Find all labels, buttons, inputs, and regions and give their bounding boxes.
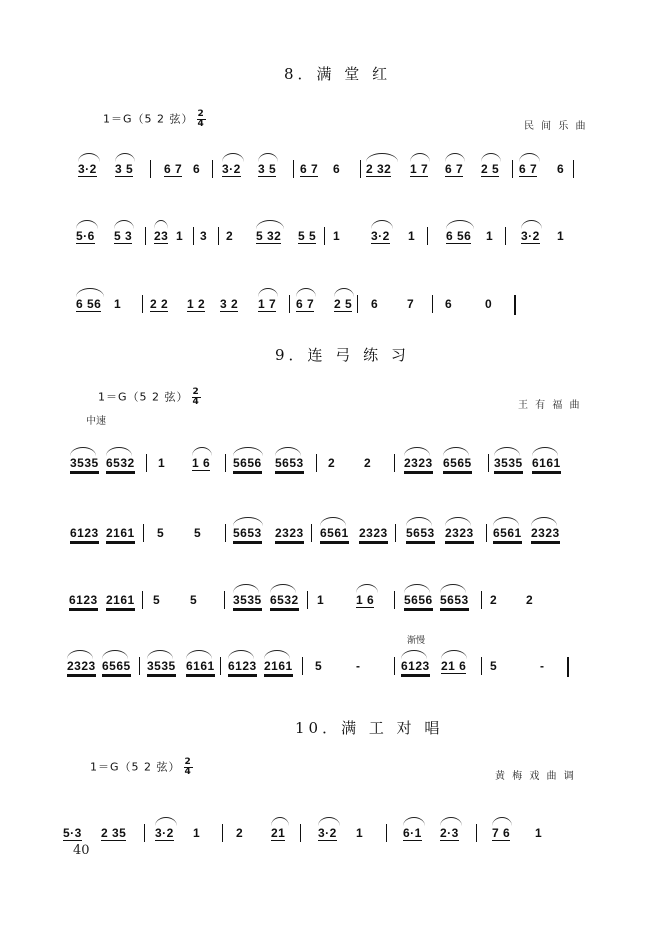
note-group: 6 xyxy=(193,162,201,176)
note-group: 2 5 xyxy=(481,162,500,176)
slur-mark xyxy=(155,817,177,826)
note-group: 1 7 xyxy=(258,297,277,311)
note-group: 1 xyxy=(158,456,166,470)
slur-mark xyxy=(446,220,474,229)
note-group: 5·6 xyxy=(76,229,95,243)
note-group: 6 7 xyxy=(445,162,464,176)
slur-mark xyxy=(233,447,263,456)
note-group: 2161 xyxy=(264,659,293,673)
slur-mark xyxy=(519,153,540,162)
note-group: 6123 xyxy=(69,593,98,607)
slur-mark xyxy=(147,650,173,659)
key-signature: 1＝G（5 2 弦） $\frac{2}{4}$ xyxy=(98,387,200,407)
bar-line xyxy=(307,591,308,609)
slur-mark xyxy=(154,220,168,229)
composer-credit: 王 有 福 曲 xyxy=(518,400,582,411)
note-group: 6532 xyxy=(106,456,135,470)
slur-mark xyxy=(78,153,100,162)
note-group: - xyxy=(356,659,361,673)
slur-mark xyxy=(275,447,301,456)
slur-mark xyxy=(256,220,284,229)
slur-mark xyxy=(532,447,558,456)
slur-mark xyxy=(106,447,132,456)
note-group: 6 xyxy=(371,297,379,311)
bar-line xyxy=(394,591,395,609)
note-group: 2 xyxy=(364,456,372,470)
slur-mark xyxy=(410,153,430,162)
note-group: 3·2 xyxy=(318,826,337,840)
slur-mark xyxy=(271,817,289,826)
note-group: 3 xyxy=(200,229,208,243)
bar-line xyxy=(476,824,477,842)
slur-mark xyxy=(296,288,316,297)
note-group: 7 xyxy=(407,297,415,311)
bar-line xyxy=(144,824,145,842)
slur-mark xyxy=(76,220,98,229)
note-group: 3 2 xyxy=(220,297,239,311)
bar-line xyxy=(300,824,301,842)
final-bar-line xyxy=(567,657,569,677)
bar-line xyxy=(222,824,223,842)
bar-line xyxy=(193,227,194,245)
slur-mark xyxy=(404,584,430,593)
note-group: 7 6 xyxy=(492,826,511,840)
slur-mark xyxy=(76,288,104,297)
note-group: 5 xyxy=(490,659,498,673)
slur-mark xyxy=(67,650,93,659)
bar-line xyxy=(142,591,143,609)
composer-credit: 黄 梅 戏 曲 调 xyxy=(495,771,576,782)
slur-mark xyxy=(440,584,466,593)
notation-line xyxy=(0,512,655,552)
note-group: 1 xyxy=(356,826,364,840)
slur-mark xyxy=(445,517,471,526)
note-group: 2 xyxy=(526,593,534,607)
slur-mark xyxy=(318,817,340,826)
bar-line xyxy=(311,524,312,542)
note-group: 2323 xyxy=(275,526,304,540)
note-group: 6532 xyxy=(270,593,299,607)
bar-line xyxy=(360,160,361,178)
note-group: 21 xyxy=(271,826,286,840)
bar-line xyxy=(505,227,506,245)
note-group: 5 32 xyxy=(256,229,282,243)
note-group: 1 xyxy=(557,229,565,243)
note-group: 1 6 xyxy=(192,456,211,470)
slur-mark xyxy=(441,650,467,659)
slur-mark xyxy=(492,817,512,826)
dynamic-marking: 渐慢 xyxy=(407,636,426,646)
bar-line xyxy=(357,295,358,313)
note-group: 2 5 xyxy=(334,297,353,311)
note-group: 2323 xyxy=(531,526,560,540)
note-group: 2 35 xyxy=(101,826,127,840)
note-group: 3·2 xyxy=(78,162,97,176)
note-group: 6 7 xyxy=(519,162,538,176)
bar-line xyxy=(432,295,433,313)
note-group: 3535 xyxy=(233,593,262,607)
note-group: 2323 xyxy=(67,659,96,673)
note-group: 6 56 xyxy=(446,229,472,243)
note-group: 1 xyxy=(176,229,184,243)
bar-line xyxy=(427,227,428,245)
bar-line xyxy=(225,524,226,542)
note-group: 6 7 xyxy=(296,297,315,311)
time-signature: $\frac{2}{4}$ xyxy=(192,387,200,407)
slur-mark xyxy=(233,517,263,526)
bar-line xyxy=(224,591,225,609)
note-group: 1 xyxy=(486,229,494,243)
slur-mark xyxy=(114,220,134,229)
slur-mark xyxy=(443,447,469,456)
bar-line xyxy=(143,524,144,542)
composer-credit: 民 间 乐 曲 xyxy=(524,121,588,132)
bar-line xyxy=(481,591,482,609)
slur-mark xyxy=(371,220,393,229)
note-group: 5 3 xyxy=(114,229,133,243)
note-group: 2323 xyxy=(445,526,474,540)
note-group: 1 xyxy=(535,826,543,840)
note-group: 2161 xyxy=(106,593,135,607)
note-group: 5653 xyxy=(233,526,262,540)
key-signature: 1＝G（5 2 弦） $\frac{2}{4}$ xyxy=(103,109,205,129)
slur-mark xyxy=(192,447,212,456)
bar-line xyxy=(316,454,317,472)
bar-line xyxy=(145,227,146,245)
note-group: 1 2 xyxy=(187,297,206,311)
slur-mark xyxy=(406,517,432,526)
bar-line xyxy=(212,160,213,178)
note-group: 6565 xyxy=(443,456,472,470)
note-group: 5 xyxy=(153,593,161,607)
note-group: 3535 xyxy=(70,456,99,470)
note-group: 1 xyxy=(193,826,201,840)
slur-mark xyxy=(264,650,290,659)
note-group: 1 6 xyxy=(356,593,375,607)
bar-line xyxy=(293,160,294,178)
slur-mark xyxy=(493,517,519,526)
note-group: 2 32 xyxy=(366,162,392,176)
bar-line xyxy=(324,227,325,245)
time-signature: $\frac{2}{4}$ xyxy=(197,109,205,129)
slur-mark xyxy=(115,153,135,162)
note-group: - xyxy=(540,659,545,673)
note-group: 6·1 xyxy=(403,826,422,840)
slur-mark xyxy=(334,288,354,297)
bar-line xyxy=(395,524,396,542)
note-group: 1 xyxy=(408,229,416,243)
notation-line xyxy=(0,283,655,323)
note-group: 2 xyxy=(328,456,336,470)
note-group: 3535 xyxy=(494,456,523,470)
piece-title: 9．连 弓 练 习 xyxy=(275,346,410,364)
slur-mark xyxy=(270,584,296,593)
note-group: 3·2 xyxy=(222,162,241,176)
note-group: 6561 xyxy=(320,526,349,540)
note-group: 23 xyxy=(154,229,169,243)
note-group: 5656 xyxy=(233,456,262,470)
note-group: 6 xyxy=(445,297,453,311)
note-group: 2 2 xyxy=(150,297,169,311)
note-group: 1 xyxy=(317,593,325,607)
notation-line xyxy=(0,148,655,188)
note-group: 5653 xyxy=(275,456,304,470)
final-bar-line xyxy=(514,295,516,315)
slur-mark xyxy=(102,650,128,659)
note-group: 6 xyxy=(557,162,565,176)
bar-line xyxy=(488,454,489,472)
note-group: 2 xyxy=(236,826,244,840)
bar-line xyxy=(394,454,395,472)
note-group: 5 xyxy=(315,659,323,673)
bar-line xyxy=(146,454,147,472)
bar-line xyxy=(142,295,143,313)
note-group: 2323 xyxy=(359,526,388,540)
bar-line xyxy=(220,657,221,675)
slur-mark xyxy=(233,584,259,593)
note-group: 5653 xyxy=(440,593,469,607)
bar-line xyxy=(394,657,395,675)
bar-line xyxy=(150,160,151,178)
note-group: 6123 xyxy=(401,659,430,673)
notation-line xyxy=(0,812,655,852)
note-group: 3·2 xyxy=(521,229,540,243)
note-group: 6 7 xyxy=(300,162,319,176)
note-group: 6 7 xyxy=(164,162,183,176)
note-group: 21 6 xyxy=(441,659,467,673)
note-group: 1 xyxy=(333,229,341,243)
note-group: 3·2 xyxy=(155,826,174,840)
slur-mark xyxy=(403,817,425,826)
note-group: 5653 xyxy=(406,526,435,540)
note-group: 6161 xyxy=(532,456,561,470)
slur-mark xyxy=(356,584,378,593)
note-group: 5 xyxy=(190,593,198,607)
note-group: 1 7 xyxy=(410,162,429,176)
note-group: 5 xyxy=(157,526,165,540)
note-group: 2·3 xyxy=(440,826,459,840)
slur-mark xyxy=(366,153,398,162)
note-group: 6123 xyxy=(70,526,99,540)
slur-mark xyxy=(531,517,557,526)
notation-line xyxy=(0,442,655,482)
bar-line xyxy=(218,227,219,245)
note-group: 5·3 xyxy=(63,826,82,840)
bar-line xyxy=(486,524,487,542)
bar-line xyxy=(573,160,574,178)
slur-mark xyxy=(521,220,542,229)
slur-mark xyxy=(228,650,254,659)
slur-mark xyxy=(494,447,520,456)
slur-mark xyxy=(186,650,212,659)
note-group: 1 xyxy=(114,297,122,311)
slur-mark xyxy=(70,447,96,456)
bar-line xyxy=(512,160,513,178)
note-group: 3·2 xyxy=(371,229,390,243)
page-number: 40 xyxy=(73,843,90,858)
bar-line xyxy=(139,657,140,675)
key-signature: 1＝G（5 2 弦） $\frac{2}{4}$ xyxy=(90,757,192,777)
note-group: 3 5 xyxy=(115,162,134,176)
slur-mark xyxy=(320,517,346,526)
slur-mark xyxy=(258,288,278,297)
note-group: 6 xyxy=(333,162,341,176)
tempo-marking: 中速 xyxy=(86,416,106,427)
time-signature: $\frac{2}{4}$ xyxy=(184,757,192,777)
note-group: 6 56 xyxy=(76,297,102,311)
slur-mark xyxy=(440,817,462,826)
slur-mark xyxy=(222,153,244,162)
note-group: 2161 xyxy=(106,526,135,540)
slur-mark xyxy=(401,650,427,659)
note-group: 6561 xyxy=(493,526,522,540)
note-group: 2 xyxy=(490,593,498,607)
slur-mark xyxy=(404,447,430,456)
bar-line xyxy=(225,454,226,472)
bar-line xyxy=(481,657,482,675)
notation-line xyxy=(0,215,655,255)
note-group: 5656 xyxy=(404,593,433,607)
bar-line xyxy=(302,657,303,675)
slur-mark xyxy=(445,153,465,162)
slur-mark xyxy=(258,153,278,162)
piece-title: 8．满 堂 红 xyxy=(284,65,392,83)
note-group: 3 5 xyxy=(258,162,277,176)
note-group: 0 xyxy=(485,297,493,311)
note-group: 5 xyxy=(194,526,202,540)
notation-line xyxy=(0,579,655,619)
note-group: 6161 xyxy=(186,659,215,673)
note-group: 6123 xyxy=(228,659,257,673)
slur-mark xyxy=(481,153,501,162)
note-group: 5 5 xyxy=(298,229,317,243)
note-group: 3535 xyxy=(147,659,176,673)
notation-line xyxy=(0,645,655,685)
bar-line xyxy=(386,824,387,842)
note-group: 6565 xyxy=(102,659,131,673)
note-group: 2 xyxy=(226,229,234,243)
bar-line xyxy=(289,295,290,313)
note-group: 2323 xyxy=(404,456,433,470)
piece-title: 10．满 工 对 唱 xyxy=(295,719,444,737)
